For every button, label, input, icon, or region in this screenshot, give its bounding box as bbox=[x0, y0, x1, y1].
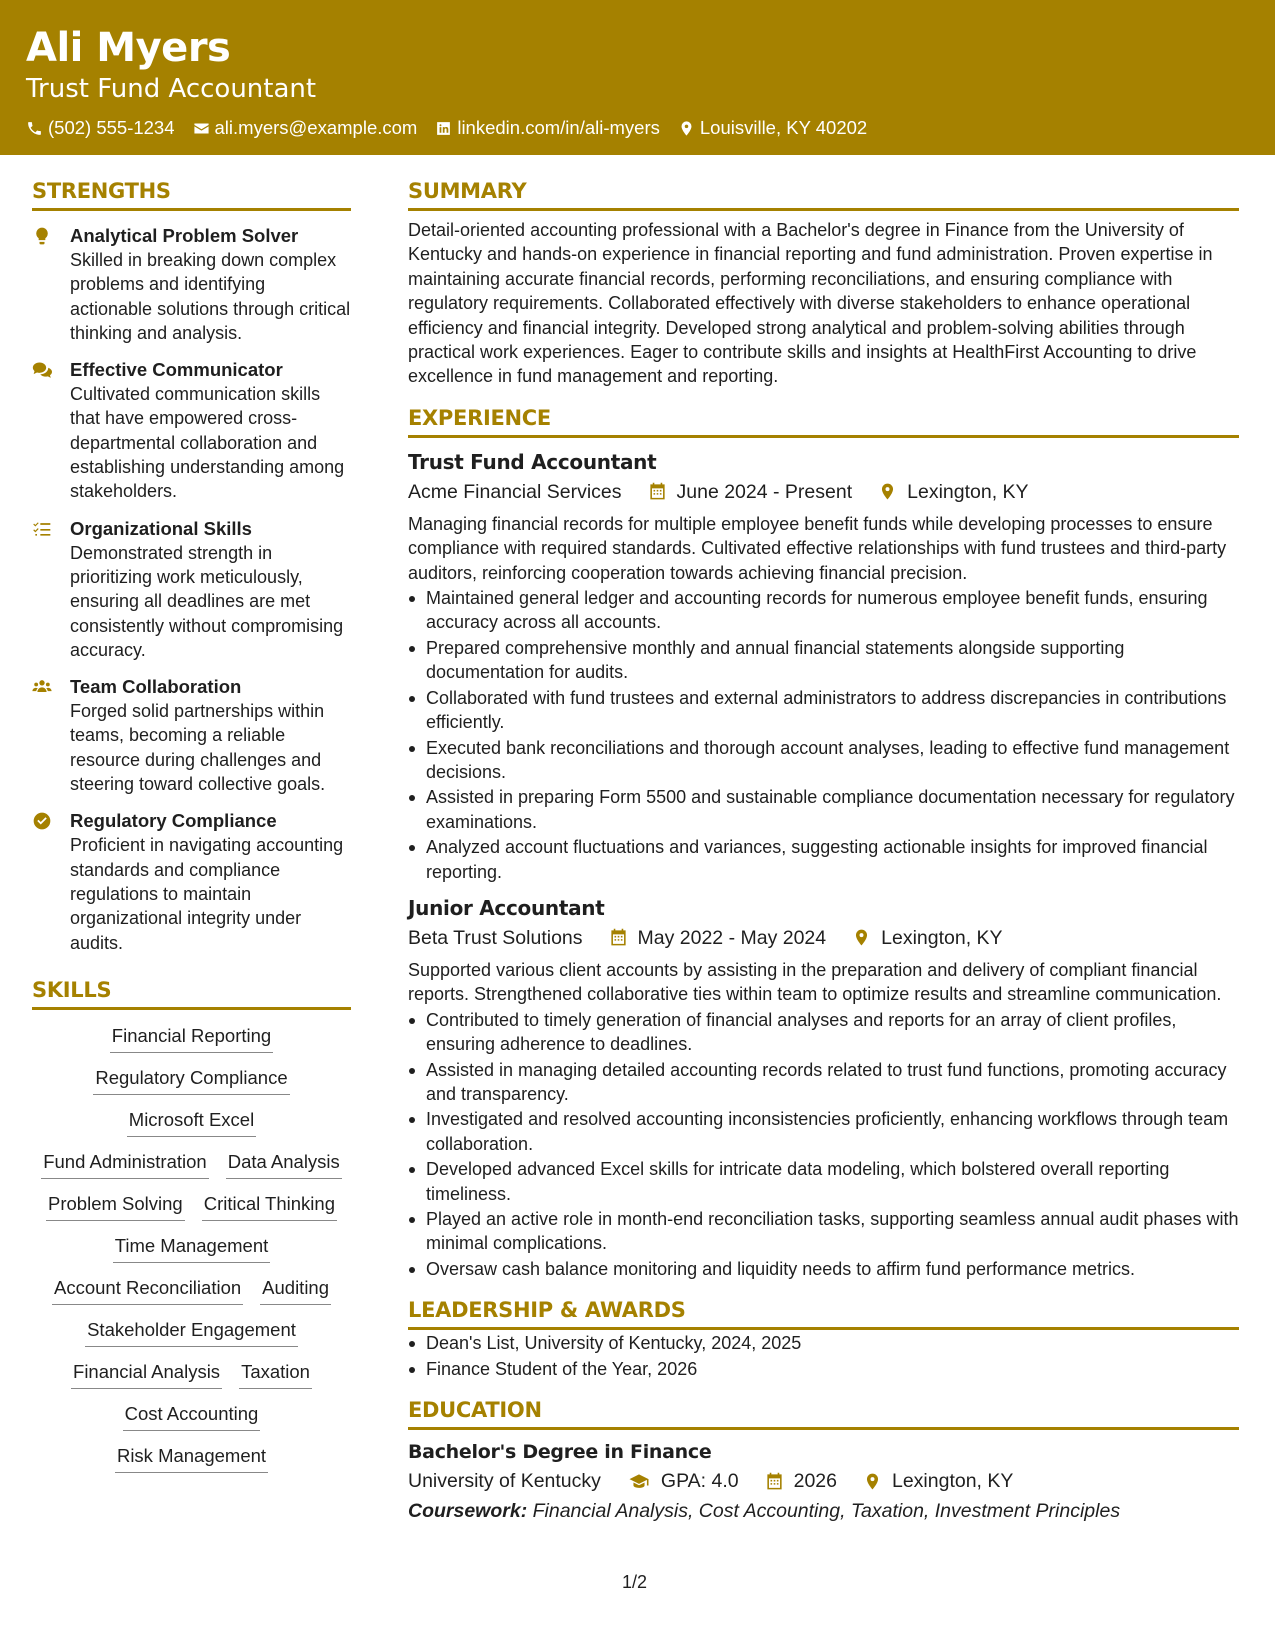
skill-tag: Fund Administration bbox=[41, 1150, 209, 1179]
awards-section bbox=[408, 1295, 1239, 1381]
bullet-item: Developed advanced Excel skills for intricate data modeling, which bolstered overall reporting timeliness. bbox=[408, 1157, 1239, 1206]
location-text: Louisville, KY 40202 bbox=[699, 117, 868, 138]
skill-tag: Risk Management bbox=[115, 1444, 268, 1473]
bullet-item: Played an active role in month-end reconciliation tasks, supporting seamless annual audit phases with minimal complications. bbox=[408, 1207, 1239, 1256]
skills-heading: SKILLS bbox=[32, 975, 351, 1010]
bullet-item: Assisted in preparing Form 5500 and sustainable compliance documentation necessary for regulatory examinations. bbox=[408, 785, 1239, 834]
bullet-item: Executed bank reconciliations and thorough account analyses, leading to effective fund management decisions. bbox=[408, 736, 1239, 785]
summary-heading: SUMMARY bbox=[408, 176, 1239, 211]
school-name: University of Kentucky bbox=[408, 1470, 601, 1493]
job-description: Managing financial records for multiple employee benefit funds while developing processes to ensure compliance with required standards. Cultivated effective relationships with fund trustees and third-party auditors, reinforcing cooperation towards achieving financial precision. bbox=[408, 513, 1227, 583]
strength-item bbox=[32, 809, 351, 954]
comments-icon bbox=[32, 360, 52, 380]
degree-title: Bachelor's Degree in Finance bbox=[408, 1441, 712, 1464]
company-name: Acme Financial Services bbox=[408, 480, 622, 503]
strength-description: Cultivated communication skills that have empowered cross-departmental collaboration and establishing understanding among stakeholders. bbox=[70, 384, 345, 502]
skill-tag: Time Management bbox=[113, 1234, 271, 1263]
strength-title: Team Collaboration bbox=[70, 676, 242, 698]
skills-list bbox=[32, 1024, 351, 1473]
linkedin-text: linkedin.com/in/ali-myers bbox=[457, 117, 660, 138]
skill-tag: Stakeholder Engagement bbox=[85, 1318, 298, 1347]
calendar-icon bbox=[609, 928, 628, 947]
strength-description: Forged solid partnerships within teams, becoming a reliable resource during challenges and steering toward collective goals. bbox=[70, 701, 326, 795]
strength-item bbox=[32, 675, 351, 796]
job-bullets bbox=[408, 586, 1239, 884]
location-pin-icon bbox=[878, 482, 897, 501]
strength-title: Regulatory Compliance bbox=[70, 810, 277, 832]
lightbulb-icon bbox=[32, 226, 52, 246]
skill-tag: Account Reconciliation bbox=[52, 1276, 243, 1305]
location-pin-icon bbox=[678, 120, 695, 137]
contact-location bbox=[678, 116, 867, 140]
education-heading: EDUCATION bbox=[408, 1395, 1239, 1430]
bullet-item: Maintained general ledger and accounting records for numerous employee benefit funds, ensuring accuracy across all accounts. bbox=[408, 586, 1239, 635]
job-entry bbox=[408, 894, 1239, 1281]
coursework bbox=[408, 1497, 1239, 1525]
envelope-icon bbox=[193, 120, 210, 137]
right-column bbox=[408, 176, 1239, 1525]
job-meta bbox=[408, 478, 1239, 506]
job-title: Junior Accountant bbox=[408, 895, 605, 920]
strength-item bbox=[32, 224, 351, 345]
strength-item bbox=[32, 358, 351, 503]
candidate-name: Ali Myers bbox=[26, 25, 231, 71]
bullet-item: Investigated and resolved accounting inconsistencies proficiently, enhancing workflows through team collaboration. bbox=[408, 1107, 1239, 1156]
skill-tag: Financial Reporting bbox=[110, 1024, 273, 1053]
users-icon bbox=[32, 677, 52, 697]
job-dates: June 2024 - Present bbox=[676, 480, 853, 503]
awards-list bbox=[408, 1331, 1239, 1381]
bullet-item: Prepared comprehensive monthly and annual financial statements alongside supporting documentation for audits. bbox=[408, 636, 1239, 685]
job-bullets bbox=[408, 1008, 1239, 1281]
page-number: 1/2 bbox=[622, 1572, 648, 1592]
award-item: Dean's List, University of Kentucky, 2024, 2025 bbox=[408, 1331, 1239, 1355]
email-text: ali.myers@example.com bbox=[214, 117, 418, 138]
bullet-item: Oversaw cash balance monitoring and liquidity needs to affirm fund performance metrics. bbox=[408, 1257, 1239, 1281]
experience-heading: EXPERIENCE bbox=[408, 403, 1239, 438]
awards-heading: LEADERSHIP & AWARDS bbox=[408, 1295, 1239, 1330]
bullet-item: Assisted in managing detailed accounting records related to trust fund functions, promoting accuracy and transparency. bbox=[408, 1058, 1239, 1107]
strengths-heading: STRENGTHS bbox=[32, 176, 351, 211]
gpa: GPA: 4.0 bbox=[660, 1470, 739, 1493]
skill-tag: Data Analysis bbox=[226, 1150, 342, 1179]
contact-bar bbox=[26, 116, 1249, 140]
coursework-label: Coursework: bbox=[408, 1500, 528, 1523]
graduation-year: 2026 bbox=[793, 1470, 837, 1493]
list-check-icon bbox=[32, 519, 52, 539]
job-meta bbox=[408, 924, 1239, 952]
skill-tag: Critical Thinking bbox=[202, 1192, 337, 1221]
skill-tag: Auditing bbox=[260, 1276, 331, 1305]
strength-description: Proficient in navigating accounting standards and compliance regulations to maintain organizational integrity under audits. bbox=[70, 835, 344, 953]
skill-tag: Microsoft Excel bbox=[127, 1108, 256, 1137]
strength-item bbox=[32, 517, 351, 662]
contact-phone[interactable] bbox=[26, 116, 175, 140]
job-title: Trust Fund Accountant bbox=[408, 449, 657, 474]
phone-text: (502) 555-1234 bbox=[48, 117, 175, 138]
candidate-title: Trust Fund Accountant bbox=[26, 74, 317, 104]
left-column bbox=[32, 176, 351, 1473]
skill-tag: Financial Analysis bbox=[71, 1360, 222, 1389]
strength-description: Demonstrated strength in prioritizing work meticulously, ensuring all deadlines are met consistently without compromising accuracy. bbox=[70, 542, 344, 660]
education-section bbox=[408, 1395, 1239, 1525]
contact-email[interactable] bbox=[193, 116, 418, 140]
calendar-icon bbox=[765, 1472, 784, 1491]
bullet-item: Collaborated with fund trustees and external administrators to address discrepancies in contributions efficiently. bbox=[408, 686, 1239, 735]
check-circle-icon bbox=[32, 811, 52, 831]
strength-title: Organizational Skills bbox=[70, 517, 252, 539]
calendar-icon bbox=[648, 482, 667, 501]
job-location: Lexington, KY bbox=[881, 926, 1003, 949]
bullet-item: Contributed to timely generation of financial analyses and reports for an array of client profiles, ensuring adherence to deadlines. bbox=[408, 1008, 1239, 1057]
linkedin-icon bbox=[435, 120, 452, 137]
job-location: Lexington, KY bbox=[907, 480, 1029, 503]
skill-tag: Regulatory Compliance bbox=[93, 1066, 289, 1095]
strength-title: Analytical Problem Solver bbox=[70, 225, 299, 246]
coursework-list: Financial Analysis, Cost Accounting, Taxation, Investment Principles bbox=[532, 1500, 1121, 1523]
bullet-item: Analyzed account fluctuations and variances, suggesting actionable insights for improved financial reporting. bbox=[408, 835, 1239, 884]
skill-tag: Taxation bbox=[239, 1360, 312, 1389]
education-meta bbox=[408, 1467, 1239, 1495]
award-item: Finance Student of the Year, 2026 bbox=[408, 1357, 1239, 1381]
strength-description: Skilled in breaking down complex problems and identifying actionable solutions through critical thinking and analysis. bbox=[70, 250, 351, 343]
company-name: Beta Trust Solutions bbox=[408, 926, 583, 949]
phone-icon bbox=[26, 120, 43, 137]
education-location: Lexington, KY bbox=[891, 1470, 1014, 1493]
job-dates: May 2022 - May 2024 bbox=[637, 926, 827, 949]
job-entry bbox=[408, 448, 1239, 884]
skill-tag: Cost Accounting bbox=[123, 1402, 261, 1431]
summary-text: Detail-oriented accounting professional with a Bachelor's degree in Finance from the University of Kentucky and hands-on experience in financial reporting and fund administration. Proven expertise in maintaining accurate financial records, performing reconciliations, and ensuring compliance with regulatory requirements. Collaborated effectively with diverse stakeholders to enhance operational efficiency and financial integrity. Developed strong analytical and problem-solving abilities through practical work experiences. Eager to contribute skills and insights at HealthFirst Accounting to drive excellence in fund management and reporting. bbox=[408, 220, 1213, 387]
skill-tag: Problem Solving bbox=[46, 1192, 185, 1221]
experience-section bbox=[408, 403, 1239, 1281]
resume-header bbox=[0, 0, 1275, 155]
strength-title: Effective Communicator bbox=[70, 359, 283, 381]
job-description: Supported various client accounts by assisting in the preparation and delivery of compliant financial reports. Strengthened collaborative ties within team to optimize results and streamline communication. bbox=[408, 959, 1222, 1005]
location-pin-icon bbox=[863, 1472, 882, 1491]
location-pin-icon bbox=[852, 928, 871, 947]
contact-linkedin[interactable] bbox=[435, 116, 660, 140]
graduation-cap-icon bbox=[627, 1472, 651, 1491]
